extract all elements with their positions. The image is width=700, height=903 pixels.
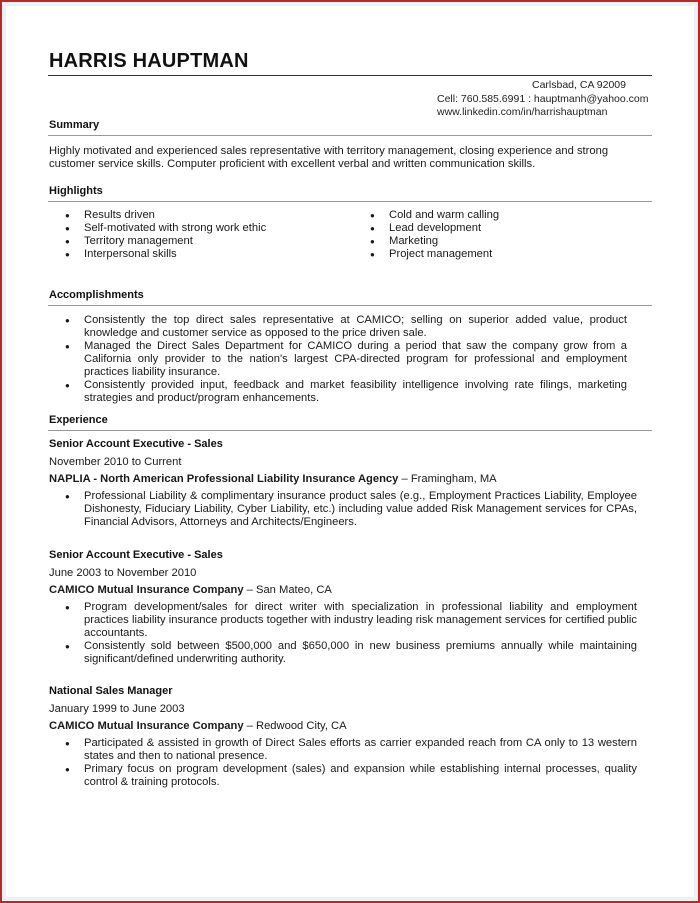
- job-3-company-line: [49, 720, 347, 732]
- experience-rule: [48, 430, 652, 431]
- contact-city: Carlsbad, CA 92009: [532, 79, 626, 91]
- job-2-company: CAMICO Mutual Insurance Company: [49, 584, 244, 596]
- candidate-name: HARRIS HAUPTMAN: [49, 50, 249, 72]
- accomplishments-rule: [48, 305, 652, 306]
- job-1-company-line: [49, 473, 497, 485]
- highlights-right-list: [354, 209, 644, 261]
- highlights-left-column: [49, 209, 349, 261]
- job-3-location: – Redwood City, CA: [243, 720, 347, 732]
- job-1-title: Senior Account Executive - Sales: [49, 438, 223, 450]
- accomplishment-item: ● Managed the Direct Sales Department for CAMICO during a period that saw the company grow from a California only provider to the nation's largest CPA-directed program for professional and employment practices liability insurance.: [49, 340, 627, 379]
- accomplishment-item: ● Consistently the top direct sales representative at CAMICO; selling on superior added value, product knowledge and customer service as opposed to the price driven sale.: [49, 314, 627, 340]
- job-bullet-item: ● Professional Liability & complimentary insurance product sales (e.g., Employment Practices Liability, Employee Dishonesty, Fiduciary Liability, Cyber Liability, etc.) including value added Risk Management services for CPAs, Financial Advisors, Attorneys and Architects/Engineers.: [49, 490, 637, 529]
- job-2-dates: June 2003 to November 2010: [49, 567, 197, 579]
- summary-text: Highly motivated and experienced sales representative with territory management, closing experience and strong customer service skills. Computer proficient with excellent verbal and written communication skills.: [49, 145, 609, 170]
- job-2-company-line: [49, 584, 332, 596]
- contact-cell-email: Cell: 760.585.6991 : hauptmanh@yahoo.com: [437, 92, 649, 105]
- highlight-item: ● Lead development: [354, 222, 644, 235]
- job-bullet-item: ● Program development/sales for direct writer with specialization in professional liability and employment practices liability insurance products together with industry leading risk management services for certified public accountants.: [49, 601, 637, 640]
- job-2-title: Senior Account Executive - Sales: [49, 549, 223, 561]
- job-bullet-item: ● Participated & assisted in growth of Direct Sales efforts as carrier expanded reach from CA only to 13 western states and then to national presence.: [49, 737, 637, 763]
- job-3-bullets-wrap: [49, 737, 637, 789]
- experience-heading: Experience: [49, 414, 108, 426]
- job-1-dates: November 2010 to Current: [49, 456, 182, 468]
- highlight-item: ● Interpersonal skills: [49, 248, 349, 261]
- accomplishments-heading: Accomplishments: [49, 289, 144, 301]
- highlight-item: ● Results driven: [49, 209, 349, 222]
- highlights-left-list: [49, 209, 349, 261]
- highlight-item: ● Self-motivated with strong work ethic: [49, 222, 349, 235]
- highlight-item: ● Marketing: [354, 235, 644, 248]
- job-2-location: – San Mateo, CA: [243, 584, 332, 596]
- job-3-bullets: [49, 737, 637, 789]
- accomplishment-item: ● Consistently provided input, feedback and market feasibility intelligence involving rate filings, marketing strategies and product/program enhancements.: [49, 379, 627, 405]
- summary-heading: Summary: [49, 119, 100, 131]
- accomplishments-list: [49, 314, 627, 405]
- contact-linkedin: www.linkedin.com/in/harrishauptman: [437, 106, 608, 118]
- job-1-bullets-wrap: [49, 490, 637, 529]
- highlights-rule: [48, 201, 652, 202]
- highlight-item: ● Territory management: [49, 235, 349, 248]
- job-3-company: CAMICO Mutual Insurance Company: [49, 720, 244, 732]
- job-1-bullets: [49, 490, 637, 529]
- job-1-location: – Framingham, MA: [398, 473, 497, 485]
- job-3-title: National Sales Manager: [49, 685, 173, 697]
- job-1-company: NAPLIA - North American Professional Liability Insurance Agency: [49, 473, 399, 485]
- header-rule: [48, 75, 652, 76]
- highlights-right-column: [354, 209, 644, 261]
- highlight-item: ● Cold and warm calling: [354, 209, 644, 222]
- summary-rule: [48, 135, 652, 136]
- accomplishments-list-wrap: [49, 314, 627, 405]
- job-bullet-item: ● Primary focus on program development (sales) and expansion while establishing internal processes, quality control & training protocols.: [49, 763, 637, 789]
- job-2-bullets: [49, 601, 637, 666]
- job-3-dates: January 1999 to June 2003: [49, 703, 185, 715]
- contact-block: [437, 79, 652, 120]
- highlight-item: ● Project management: [354, 248, 644, 261]
- job-2-bullets-wrap: [49, 601, 637, 666]
- job-bullet-item: ● Consistently sold between $500,000 and $650,000 in new business premiums annually while maintaining significant/defined underwriting authority.: [49, 640, 637, 666]
- highlights-heading: Highlights: [49, 185, 103, 197]
